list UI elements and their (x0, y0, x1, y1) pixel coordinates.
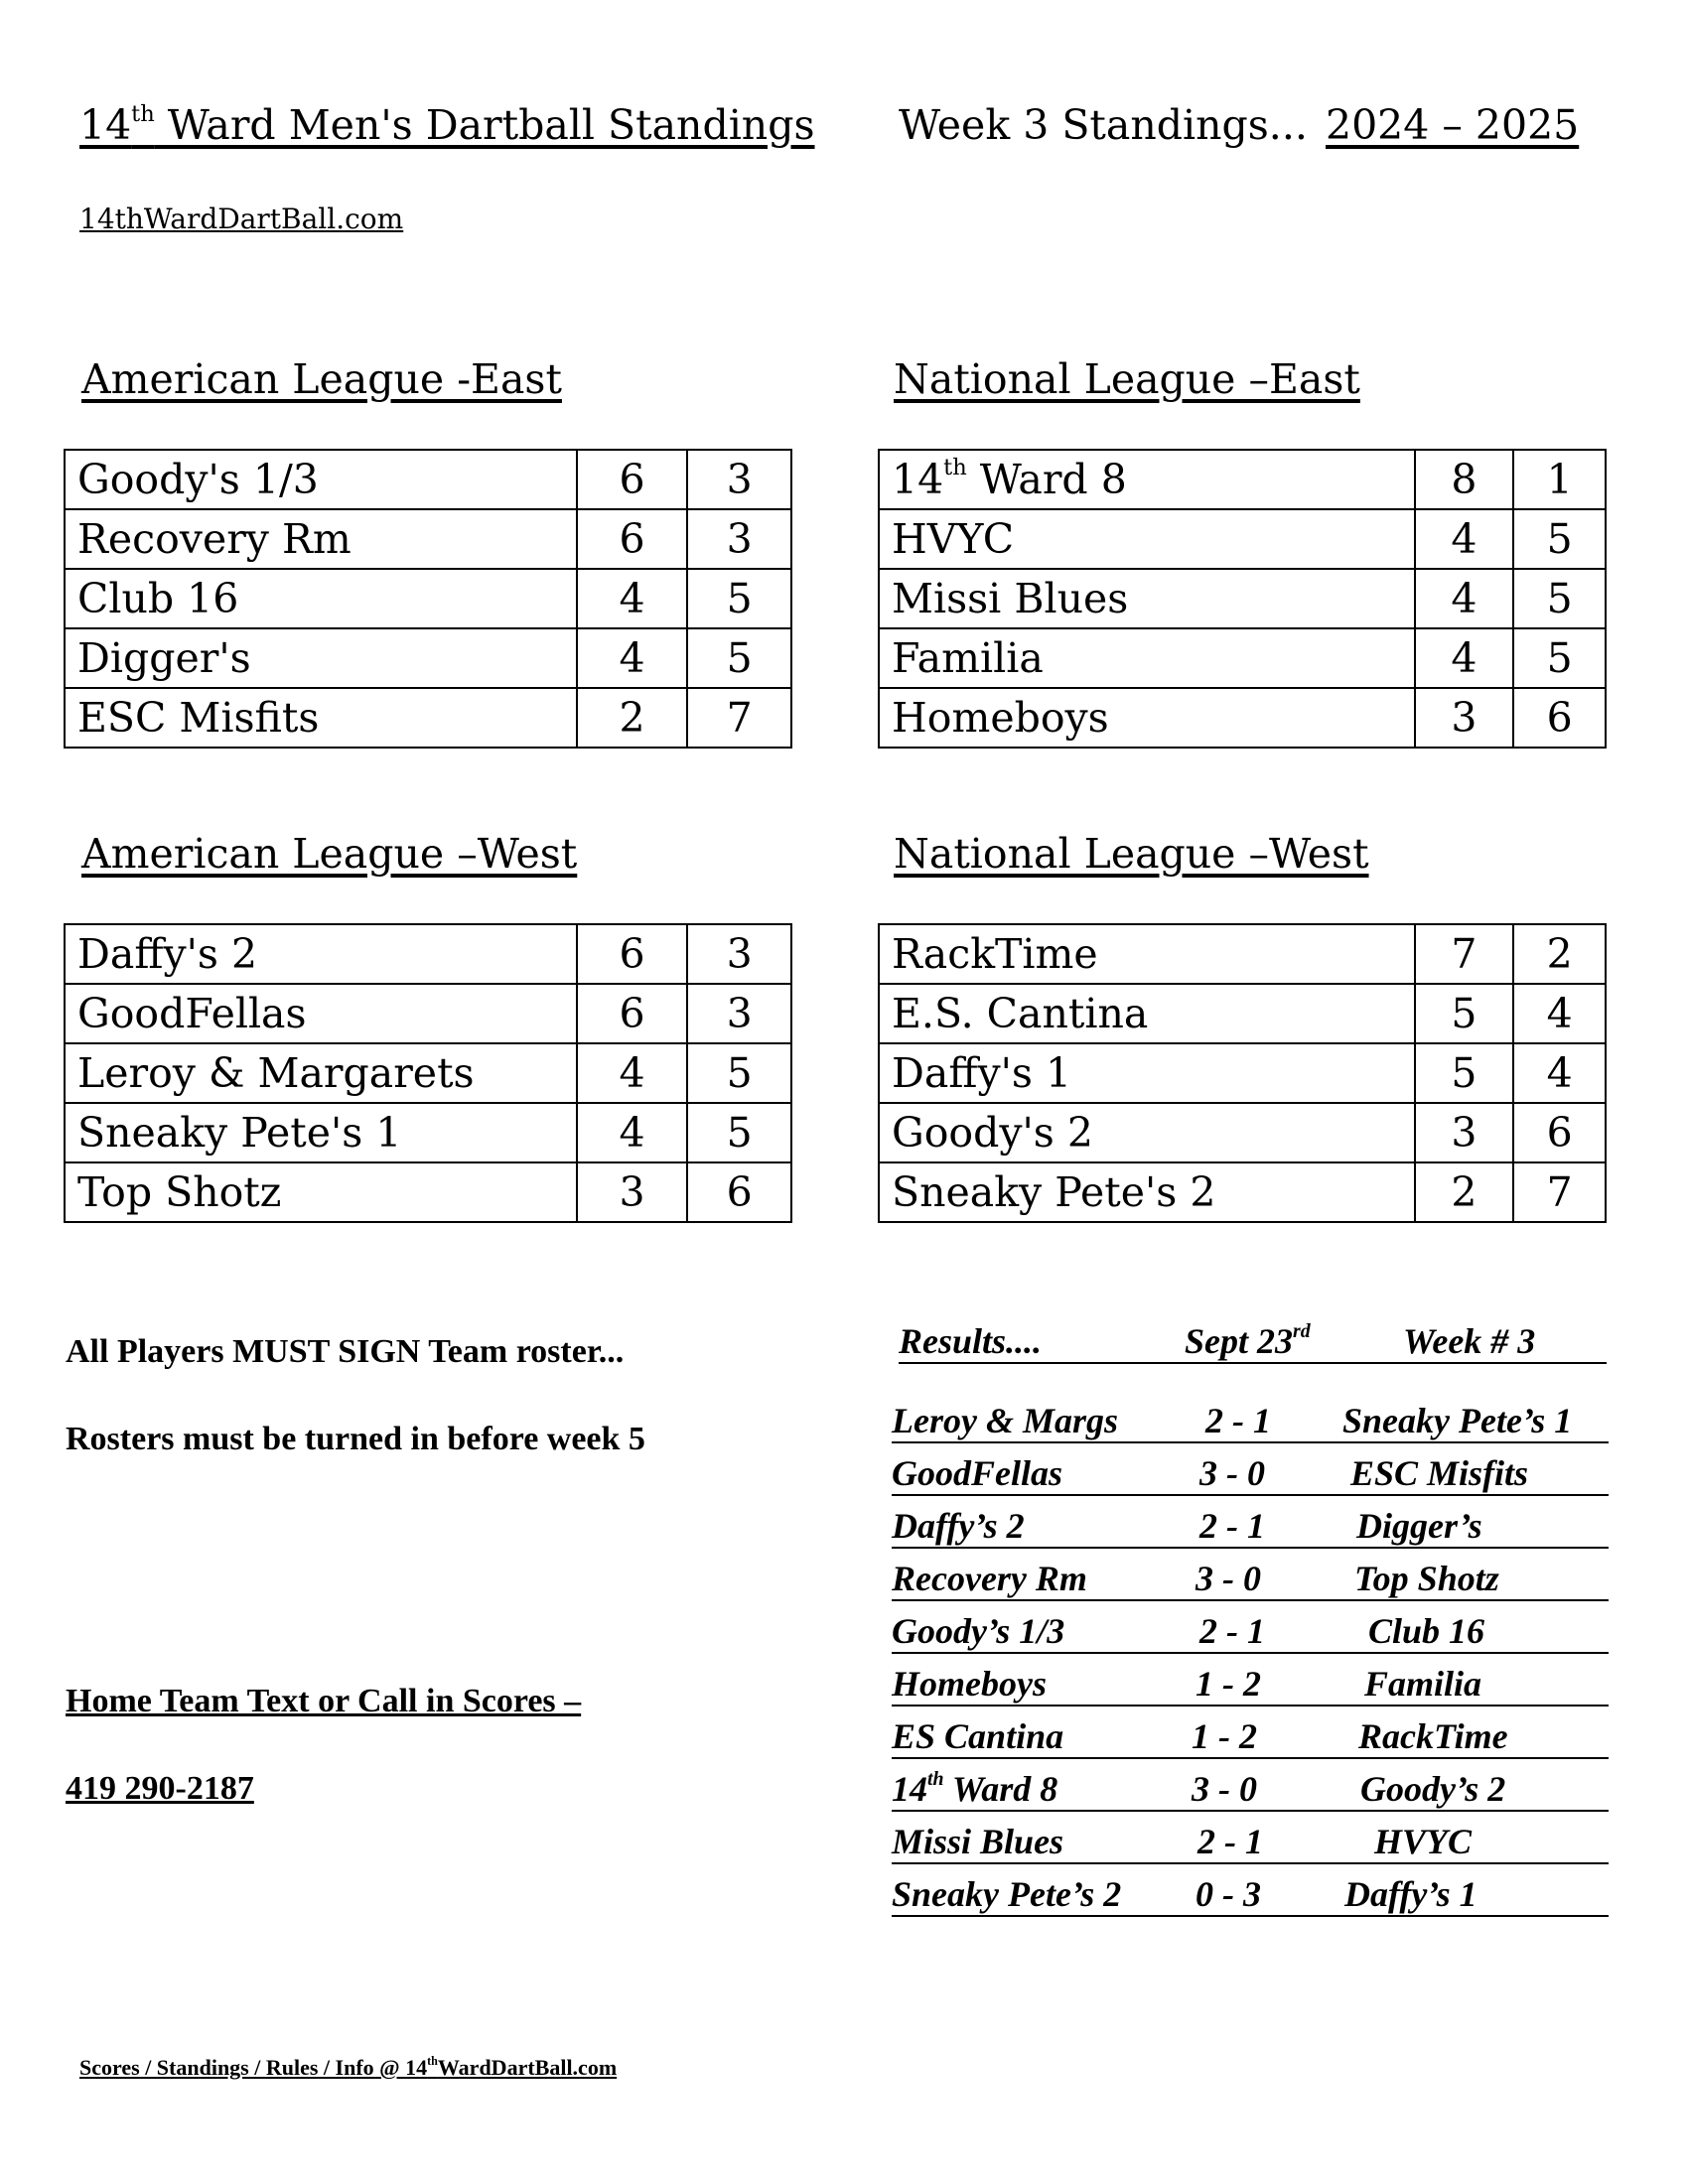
table-row: Missi Blues 4 5 (879, 569, 1606, 628)
table-row: Club 16 4 5 (65, 569, 791, 628)
table-row: Daffy's 1 5 4 (879, 1043, 1606, 1103)
result-row: GoodFellas 3 - 0 ESC Misfits (892, 1448, 1609, 1496)
nl-west-heading: National League –West (894, 830, 1369, 878)
nl-west-table (878, 923, 1607, 1223)
website-link[interactable]: 14thWardDartBall.com (79, 203, 404, 235)
table-row: HVYC 4 5 (879, 509, 1606, 569)
table-row: Sneaky Pete's 1 4 5 (65, 1103, 791, 1162)
table-row: Goody's 1/3 6 3 (65, 450, 791, 509)
result-row: Sneaky Pete’s 2 0 - 3 Daffy’s 1 (892, 1869, 1609, 1917)
results-header (899, 1320, 1607, 1364)
week-label: Week 3 Standings... (899, 101, 1308, 149)
result-row: Homeboys 1 - 2 Familia (892, 1659, 1609, 1706)
table-row: Familia 4 5 (879, 628, 1606, 688)
nl-east-table (878, 449, 1607, 749)
result-row: Leroy & Margs 2 - 1 Sneaky Pete’s 1 (892, 1396, 1609, 1443)
al-west-heading: American League –West (81, 830, 578, 878)
result-row: Daffy’s 2 2 - 1 Digger’s (892, 1501, 1609, 1549)
season-label: 2024 – 2025 (1326, 101, 1580, 149)
home-team-note: Home Team Text or Call in Scores – (66, 1683, 582, 1719)
table-row: GoodFellas 6 3 (65, 984, 791, 1043)
result-row: Recovery Rm 3 - 0 Top Shotz (892, 1554, 1609, 1601)
page-title: 14th Ward Men's Dartball Standings (79, 100, 815, 149)
al-east-table (64, 449, 792, 749)
table-row: Leroy & Margarets 4 5 (65, 1043, 791, 1103)
al-west-table (64, 923, 792, 1223)
result-row: Missi Blues 2 - 1 HVYC (892, 1817, 1609, 1864)
table-row: E.S. Cantina 5 4 (879, 984, 1606, 1043)
table-row: RackTime 7 2 (879, 924, 1606, 984)
table-row: 14th Ward 8 8 1 (879, 450, 1606, 509)
roster-deadline-note: Rosters must be turned in before week 5 (66, 1421, 645, 1457)
result-row: 14th Ward 8 3 - 0 Goody’s 2 (892, 1764, 1609, 1812)
table-row: Homeboys 3 6 (879, 688, 1606, 748)
roster-sign-note: All Players MUST SIGN Team roster... (66, 1333, 625, 1370)
footer-links[interactable]: Scores / Standings / Rules / Info @ 14thWardDartBall.com (79, 2053, 618, 2080)
al-east-heading: American League -East (81, 355, 562, 403)
results-date: Sept 23rd (1185, 1320, 1311, 1361)
result-row: ES Cantina 1 - 2 RackTime (892, 1711, 1609, 1759)
results-week: Week # 3 (1403, 1321, 1536, 1361)
table-row: Recovery Rm 6 3 (65, 509, 791, 569)
table-row: ESC Misfits 2 7 (65, 688, 791, 748)
table-row: Goody's 2 3 6 (879, 1103, 1606, 1162)
table-row: Top Shotz 3 6 (65, 1162, 791, 1222)
table-row: Daffy's 2 6 3 (65, 924, 791, 984)
results-label: Results.... (899, 1321, 1043, 1361)
result-row: Goody’s 1/3 2 - 1 Club 16 (892, 1606, 1609, 1654)
table-row: Sneaky Pete's 2 2 7 (879, 1162, 1606, 1222)
nl-east-heading: National League –East (894, 355, 1360, 403)
table-row: Digger's 4 5 (65, 628, 791, 688)
phone-number: 419 290-2187 (66, 1770, 254, 1807)
